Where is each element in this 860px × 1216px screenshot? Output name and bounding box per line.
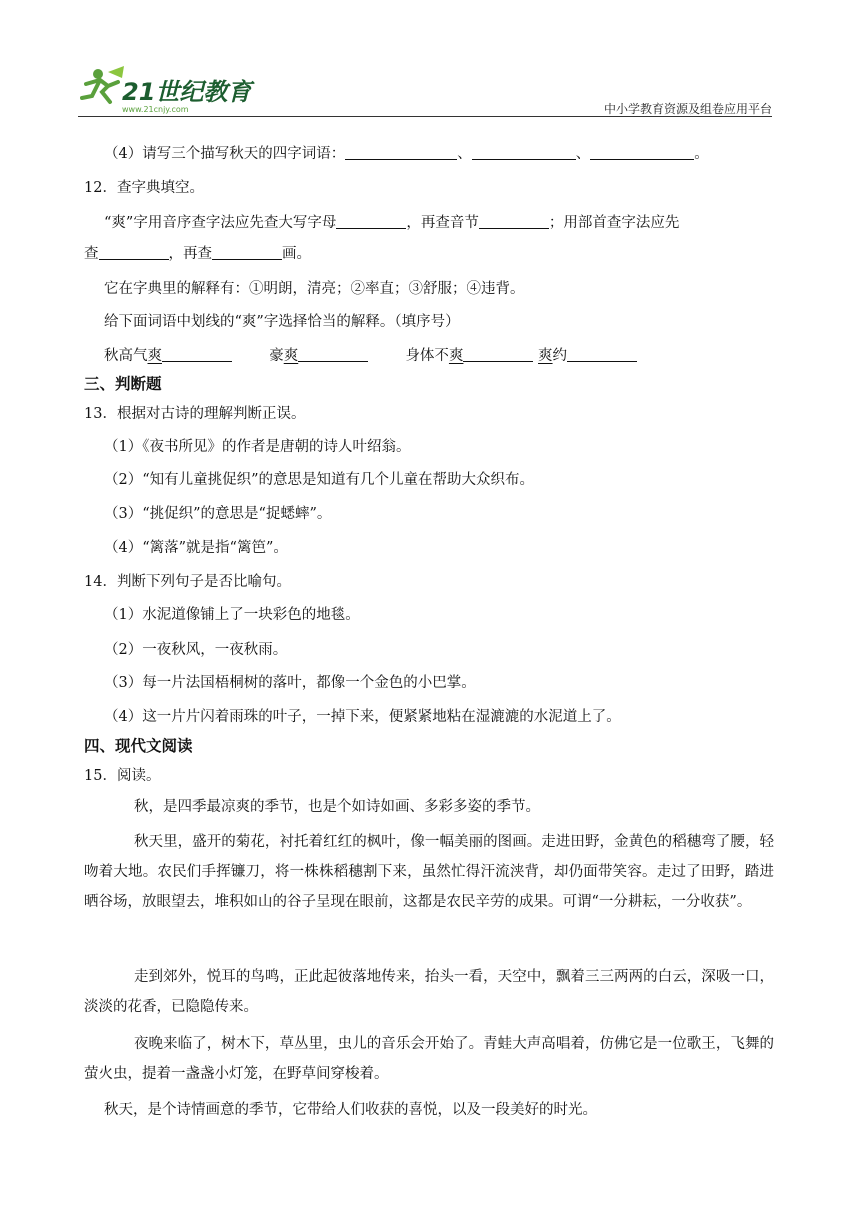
- word-1: 秋高气爽: [104, 348, 162, 364]
- q11-item-4: （4）请写三个描写秋天的四字词语： 、 、 。: [104, 146, 709, 162]
- q12-line-b: 查 ，再查 画。: [84, 246, 311, 262]
- page-header: [78, 62, 772, 120]
- passage-paragraph-3: 走到郊外，悦耳的鸟鸣，正此起彼落地传来，抬头一看，天空中，飘着三三两两的白云，深吸一口，淡淡的花香，已隐隐传来。: [84, 969, 774, 1015]
- word-2: 豪爽: [269, 348, 299, 364]
- q15-title: 15．阅读。: [84, 768, 161, 784]
- answer-blank[interactable]: [479, 213, 549, 229]
- q12-title: 12．查字典填空。: [84, 180, 204, 196]
- answer-blank[interactable]: [567, 346, 637, 362]
- answer-blank[interactable]: [590, 144, 694, 160]
- section-heading-4: 四、现代文阅读: [84, 737, 193, 755]
- q12-line-a: “爽”字用音序查字法应先查大写字母 ，再查音节 ；用部首查字法应先: [104, 215, 680, 231]
- answer-blank[interactable]: [463, 346, 533, 362]
- passage-paragraph-1: 秋，是四季最凉爽的季节，也是个如诗如画、多彩多姿的季节。: [134, 799, 540, 815]
- site-logo: [78, 62, 278, 114]
- q14-item-2: （2）一夜秋风，一夜秋雨。: [104, 642, 288, 658]
- logo-text: 21世纪教育: [122, 78, 252, 106]
- answer-blank[interactable]: [336, 213, 406, 229]
- q12-words: [104, 346, 637, 366]
- passage-paragraph-5: 秋天，是个诗情画意的季节，它带给人们收获的喜悦，以及一段美好的时光。: [104, 1102, 597, 1118]
- q12-instruction: 给下面词语中划线的“爽”字选择恰当的解释。（填序号）: [104, 314, 460, 330]
- logo-flag-icon: [108, 66, 124, 78]
- q13-title: 13．根据对古诗的理解判断正误。: [84, 406, 306, 422]
- q13-item-3: （3）“挑促织”的意思是“捉蟋蟀”。: [104, 506, 332, 522]
- logo-figure-head: [93, 69, 103, 79]
- q12-meanings: 它在字典里的解释有：①明朗，清亮；②率直；③舒服；④违背。: [104, 281, 525, 297]
- answer-blank[interactable]: [99, 244, 169, 260]
- q13-item-2: （2）“知有儿童挑促织”的意思是知道有几个儿童在帮助大众织布。: [104, 472, 535, 488]
- answer-blank[interactable]: [162, 346, 232, 362]
- q13-item-1: （1）《夜书所见》的作者是唐朝的诗人叶绍翁。: [104, 439, 411, 455]
- q14-item-1: （1）水泥道像铺上了一块彩色的地毯。: [104, 607, 360, 623]
- platform-name: 中小学教育资源及组卷应用平台: [603, 102, 772, 116]
- q13-item-4: （4）“篱落”就是指“篱笆”。: [104, 540, 288, 556]
- answer-blank[interactable]: [472, 144, 576, 160]
- word-3: 身体不爽: [405, 348, 464, 364]
- passage-paragraph-2: 秋天里，盛开的菊花，衬托着红红的枫叶，像一幅美丽的图画。走进田野，金黄色的稻穗弯了腰，轻吻着大地。农民们手挥镰刀，将一株株稻穗割下来，虽然忙得汗流浃背，却仍面带笑容。走过了田野，踏进晒谷场，放眼望去，堆积如山的谷子呈现在眼前，这都是农民辛劳的成果。可谓“一分耕耘，一分收获”。: [84, 834, 774, 910]
- word-4: 爽约: [538, 348, 568, 364]
- section-heading-3: 三、判断题: [84, 375, 162, 393]
- header-divider: [78, 116, 772, 117]
- logo-url: www.21cnjy.com: [122, 105, 189, 114]
- answer-blank[interactable]: [345, 144, 457, 160]
- q14-title: 14．判断下列句子是否比喻句。: [84, 574, 291, 590]
- logo-figure-icon: [82, 80, 118, 102]
- answer-blank[interactable]: [212, 244, 282, 260]
- q14-item-4: （4）这一片片闪着雨珠的叶子，一掉下来，便紧紧地粘在湿漉漉的水泥道上了。: [104, 709, 621, 725]
- passage-paragraph-4: 夜晚来临了，树木下，草丛里，虫儿的音乐会开始了。青蛙大声高唱着，仿佛它是一位歌王，飞舞的萤火虫，提着一盏盏小灯笼，在野草间穿梭着。: [84, 1036, 774, 1082]
- answer-blank[interactable]: [298, 346, 368, 362]
- q14-item-3: （3）每一片法国梧桐树的落叶，都像一个金色的小巴掌。: [104, 675, 476, 691]
